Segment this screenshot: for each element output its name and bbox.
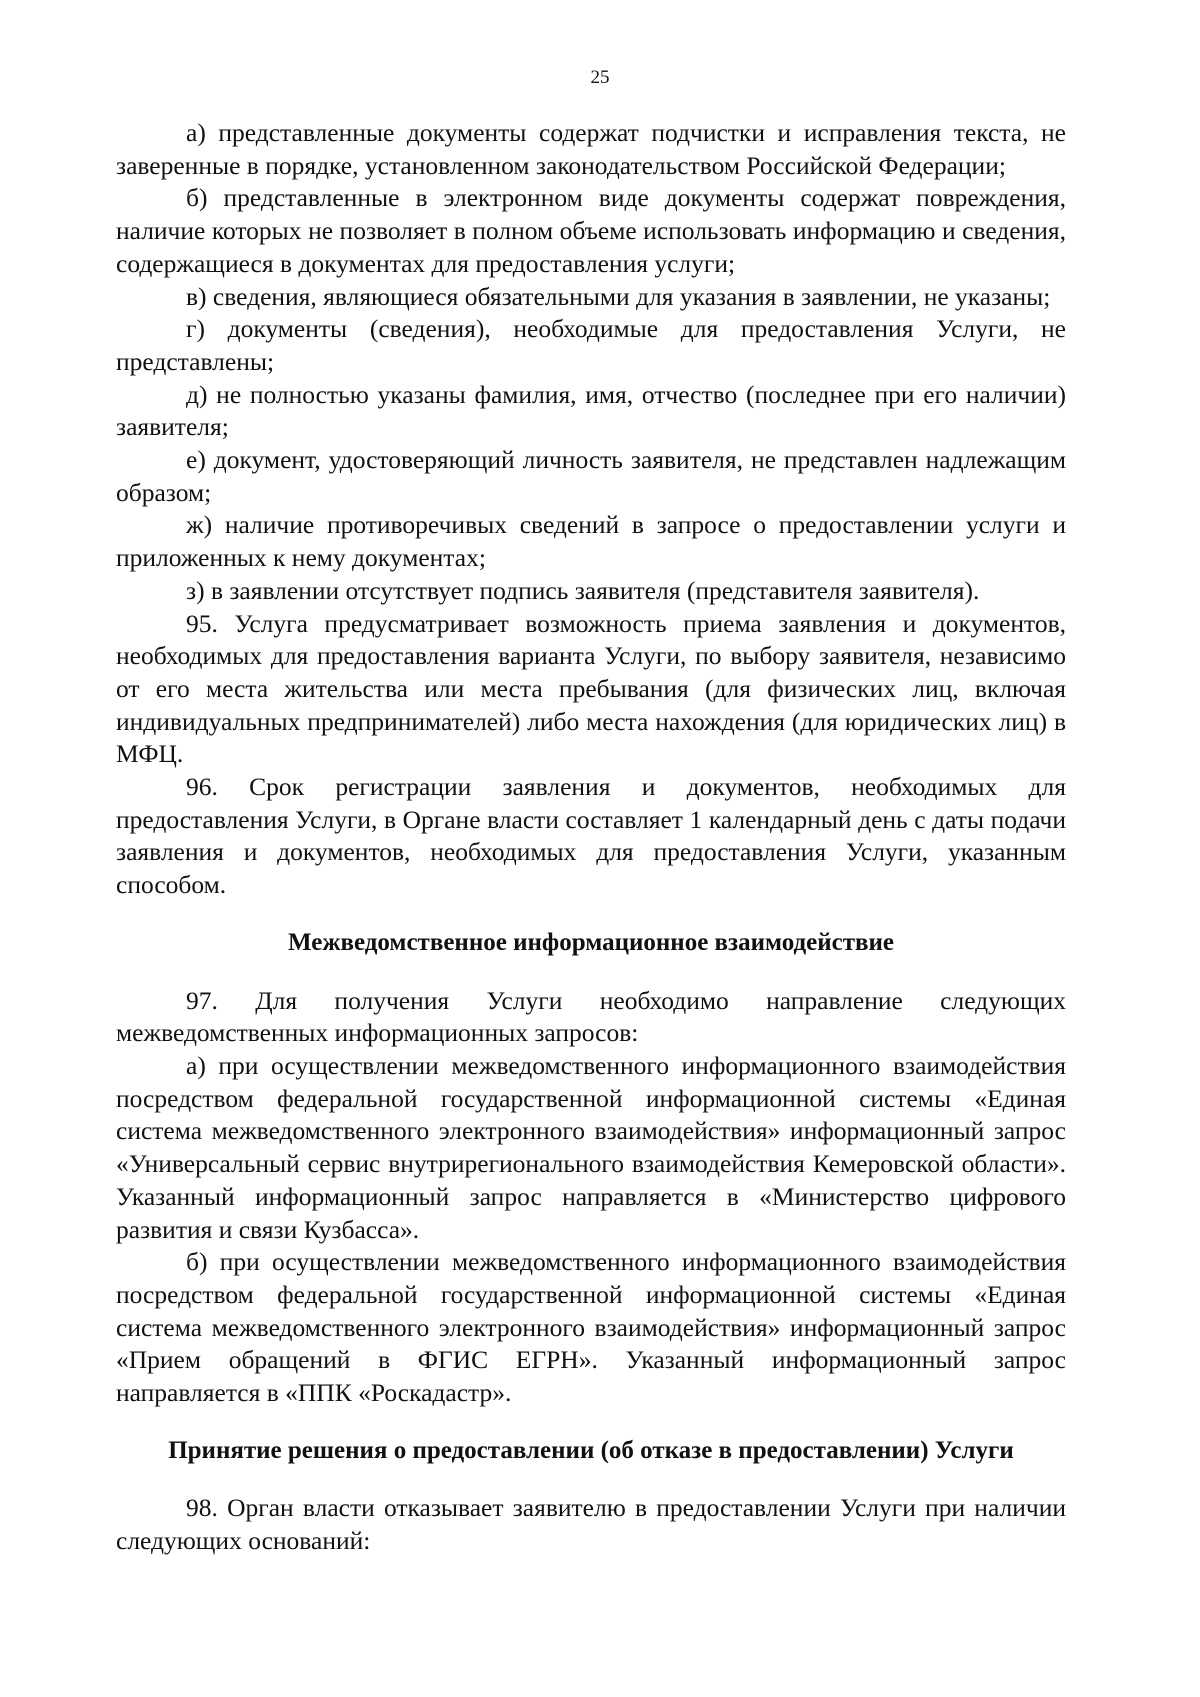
paragraph-97-a: а) при осуществлении межведомственного информационного взаимодействия посредством федеральной государственной информационной системы «Единая система межведомственного электронного взаимодействия» информационный запрос «Универсальный сервис внутрирегионального взаимодействия Кемеровской области». Указанный информационный запрос направляется в «Министерство цифрового развития и связи Кузбасса». bbox=[116, 1050, 1066, 1244]
section-heading-decision: Принятие решения о предоставлении (об отказе в предоставлении) Услуги bbox=[168, 1436, 1014, 1464]
paragraph-d-incomplete-name: д) не полностью указаны фамилия, имя, отчество (последнее при его наличии) заявителя; bbox=[116, 379, 1066, 442]
paragraph-e-identity-document: е) документ, удостоверяющий личность заявителя, не представлен надлежащим образом; bbox=[116, 445, 1066, 507]
paragraph-97-b: б) при осуществлении межведомственного информационного взаимодействия посредством федеральной государственной информационной системы «Единая система межведомственного электронного взаимодействия» информационный запрос «Прием обращений в ФГИС ЕГРН». Указанный информационный запрос направляется в «ППК «Роскадастр». bbox=[116, 1247, 1066, 1408]
page-number: 25 bbox=[590, 67, 610, 88]
paragraph-z-missing-signature: з) в заявлении отсутствует подпись заявителя (представителя заявителя). bbox=[186, 575, 980, 605]
paragraph-97: 97. Для получения Услуги необходимо направление следующих межведомственных информационных запросов: bbox=[116, 985, 1066, 1048]
paragraph-98: 98. Орган власти отказывает заявителю в предоставлении Услуги при наличии следующих оснований: bbox=[116, 1493, 1066, 1556]
paragraph-zh-contradictory-info: ж) наличие противоречивых сведений в запросе о предоставлении услуги и приложенных к нему документах; bbox=[116, 510, 1066, 573]
paragraph-a-corrections: а) представленные документы содержат подчистки и исправления текста, не заверенные в порядке, установленном законодательством Российской Федерации; bbox=[116, 118, 1066, 180]
paragraph-96: 96. Срок регистрации заявления и документов, необходимых для предоставления Услуги, в Органе власти составляет 1 календарный день с даты подачи заявления и документов, необходимых для предоставления Услуги, указанным способом. bbox=[116, 772, 1066, 900]
paragraph-95: 95. Услуга предусматривает возможность приема заявления и документов, необходимых для предоставления варианта Услуги, по выбору заявителя, независимо от его места жительства или места пребывания (для физических лиц, включая индивидуальных предпринимателей) либо места нахождения (для юридических лиц) в МФЦ. bbox=[116, 608, 1066, 769]
paragraph-g-documents-not-submitted: г) документы (сведения), необходимые для предоставления Услуги, не представлены; bbox=[116, 314, 1066, 376]
paragraph-b-damaged-documents: б) представленные в электронном виде документы содержат повреждения, наличие которых не позволяет в полном объеме использовать информацию и сведения, содержащиеся в документах для предоставления услуги; bbox=[116, 183, 1066, 278]
paragraph-v-missing-fields: в) сведения, являющиеся обязательными для указания в заявлении, не указаны; bbox=[186, 281, 1051, 311]
document-body bbox=[116, 117, 1066, 1558]
section-heading-interagency: Межведомственное информационное взаимодействие bbox=[288, 928, 894, 956]
